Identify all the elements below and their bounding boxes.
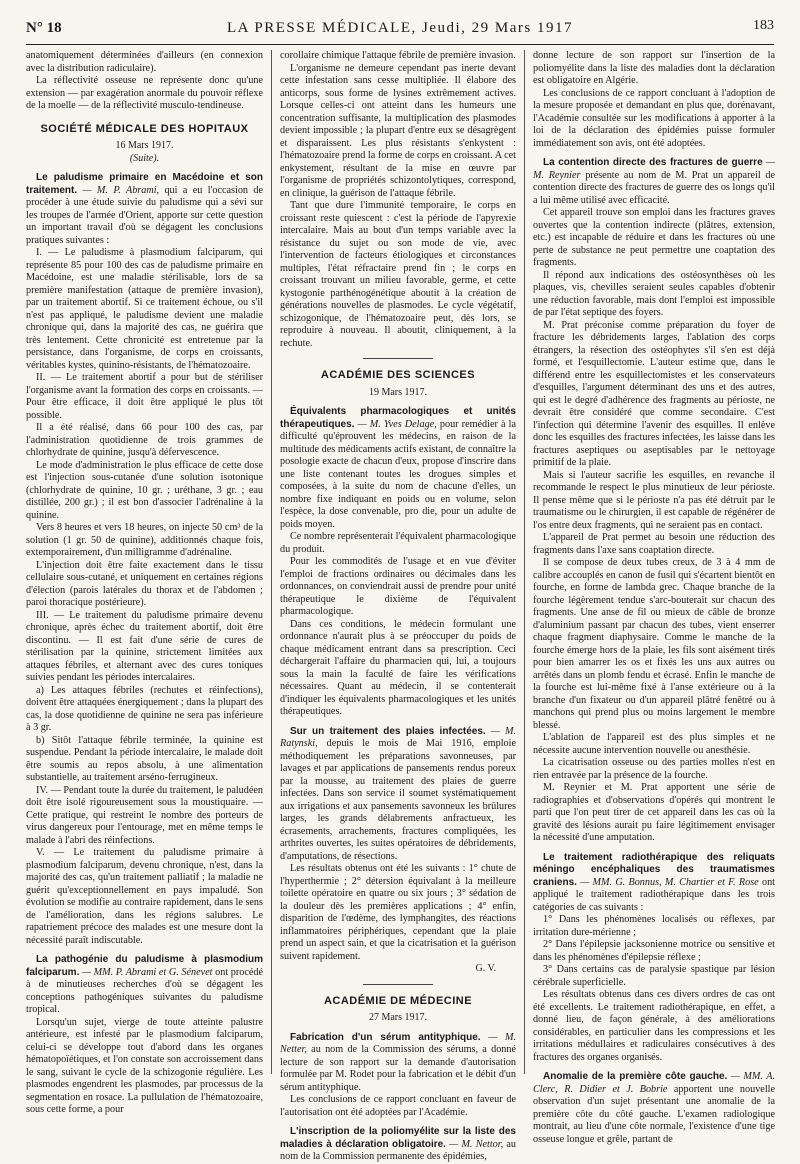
article-lead: au nom de la Commission permanente des épidémies, [280, 1138, 516, 1162]
paragraph: L'organisme ne demeure cependant pas inerte devant cette infestation sans cesse multipliée. Il élabore des anticorps, sous forme de lysines extrêmement actives. Lorsque celles-ci ont atteint dans les humeurs une concentration suffisante, la multiplication des plasmodes devient impossible ; la plupart d'entre eux se désagrègent et disparaissent. Les plus résistants s'enkystent : l'hématozoaire prend la forme de corps en croissant. A cet enkystement, résultant de la mise en œuvre par l'organisme de propriétés schizontolytiques, correspond, en clinique, la guérison de l'attaque fébrile. [280, 62, 516, 199]
paragraph: II. — Le traitement abortif a pour but de stériliser l'organisme avant la formation des corps en croissants. — Pour être efficace, il doit être appliqué le plus tôt possible. [26, 372, 263, 421]
signature-initials: G. V. [475, 963, 496, 974]
paragraph: M. Prat préconise comme préparation du foyer de fracture les débridements larges, l'ablation des corps étrangers, la résection des ostéophytes s'il s'en est déjà formé, et l'esquillectomie. L'auteur estime que, dans le différend entre les esquillectomistes et les conservateurs d'esquilles, l'argument déterminant des uns et des autres, qui est le degré d'adhérence des fragments au périoste, ne devrait être considéré que comme secondaire. C'est l'infection qui détermine l'avenir des esquilles. Il enlève donc les esquilles des fractures infectées, les laisse dans les fractures aseptiques ou aseptisables par le nettoyage primitif de la plaie. [533, 319, 775, 468]
paragraph: L'ablation de l'appareil est des plus simples et ne nécessite aucune intervention nouvelle ou anesthésie. [533, 732, 775, 756]
article [280, 406, 516, 719]
column-1 [26, 50, 264, 1115]
paragraph: Il se compose de deux tubes creux, de 3 à 4 mm de calibre accouplés en canon de fusil qui s'écartent bientôt en fourche, en forme de lambda grec. Chaque branche de la fourche légèrement tendue s'arc-bouterait sur chacun des fragments. Une anse de fil ou mieux de câble de bronze d'aluminium passant par chacun des tubes, vient enserrer chaque fragment diaphysaire. Comme le manche de la fourche émerge hors de la plaie, les fils sont aisément tirés pour bien amarrer les os et fixés les uns aux autres ou arrêtés dans un plomb fendu et écrasé. Enfin le manche de la fourche est lui-même fixé à l'anse extérieure ou à la branche d'un fixateur ou d'un appareil plâtré fenêtré ou à manchons qui prend plus ou moins largement le membre blessé. [533, 557, 775, 731]
section-title: SOCIÉTÉ MÉDICALE DES HOPITAUX [40, 122, 249, 135]
article [533, 1071, 775, 1146]
paragraph: b) Sitôt l'attaque fébrile terminée, la quinine est suspendue. Pendant la période intercalaire, le malade doit être soumis au repos absolu, à une alimentation substantielle, au traitement arséno-ferrugineux. [26, 734, 263, 783]
paragraph: La cicatrisation osseuse ou des parties molles n'est en rien entravée par la présence de la fourche. [533, 757, 775, 781]
paragraph: 3° Dans certains cas de paralysie spastique par lésion cérébrale superficielle. [533, 964, 775, 988]
article-title: Sur un traitement des plaies infectées. [290, 725, 486, 737]
article [280, 1126, 516, 1164]
column-divider [271, 50, 272, 1074]
article-lead: au nom de la Commission des sérums, a donné lecture de son rapport sur la demande d'autorisation formulée par M. Rodet pour la fabrication et le débit d'un sérum antityphique. [280, 1044, 516, 1093]
article-title: La contention directe des fractures de guerre [543, 157, 763, 168]
paragraph: Lorsqu'un sujet, vierge de toute atteinte palustre antérieure, est infesté par le plasmodium falciparum, celui-ci se développe tout d'abord dans les organes hématopoïétiques, et l'on constate son accroissement dans le sang, suivant le cycle de la schizogonie régulière. Les plasmodes engendrent les plasmodes, par processus de la segmentation en rosace. La pullulation de l'hématozoaire, sous cette forme, a pour [26, 1016, 263, 1115]
paragraph: Dans ces conditions, le médecin formulant une ordonnance n'aurait plus à se préoccuper du poids de chaque médicament entrant dans sa prescription. Ceci déchargerait l'affaire du pharmacien qui, lui, a toujours sous la main la faculté de faire les vérifications nécessaires. Quant au médecin, il se contenterait d'indiquer les équivalents pharmacologiques et les unités thérapeutiques. [280, 618, 516, 717]
issue-number: N° 18 [26, 20, 62, 36]
article-lead: apportent une nouvelle observation d'un sujet présentant une anomalie de la première côte du côté gauche. L'examen radiologique montrait, au lieu d'une côte normale, l'existence d'une tige osseuse longue et grêle, partant de [533, 1083, 776, 1145]
section-continued: (Suite). [129, 152, 160, 164]
paragraph: L'injection doit être faite exactement dans le tissu cellulaire sous-cutané, et uniquement en certaines régions d'élection (parois latérales du thorax et de l'abdomen ; paroi thoracique postérieure). [26, 559, 263, 608]
article-title: Anomalie de la première côte gauche. [543, 1071, 728, 1082]
article-author: — M. Netter, [280, 1031, 517, 1055]
journal-title: LA PRESSE MÉDICALE, Jeudi, 29 Mars 1917 [226, 20, 573, 36]
article [26, 954, 263, 1117]
column-3 [533, 50, 776, 1145]
article-author: — M. Reynier [533, 157, 776, 181]
article-title: Équivalents pharmacologiques et unités thérapeutiques. [280, 406, 516, 430]
section-title: ACADÉMIE DES SCIENCES [320, 369, 476, 381]
paragraph: Les résultats obtenus dans ces divers ordres de cas ont été excellents. Le traitement radiothérapique, en effet, a donné lieu, de façon générale, à des améliorations considérables, en particulier dans les compressions et les irritations médullaires et radiculaires consécutives à des fractures des organes organisés. [533, 989, 775, 1063]
paragraph: Il répond aux indications des ostéosynthèses où les plaques, vis, chevilles seraient seules capables d'obtenir une réduction favorable, mais dont l'emploi est impossible de par l'état septique des foyers. [533, 269, 775, 318]
paragraph: donne lecture de son rapport sur l'insertion de la poliomyélite dans la liste des maladies dont la déclaration est obligatoire en Algérie. [533, 50, 775, 86]
paragraph: Le mode d'administration le plus efficace de cette dose est l'injection sous-cutanée d'une solution isotonique (chlorhydrate de quinine, 10 gr. ; uréthane, 3 gr. ; eau distillée, 200 gr.) ; il est bon d'associer l'adrénaline à la quinine. [26, 459, 263, 521]
article-author: — M. Yves Delage, [357, 418, 437, 430]
paragraph: V. — Le traitement du paludisme primaire à plasmodium falciparum, devenu chronique, n'est, dans la majorité des cas, qu'un traitement palliatif ; la maladie ne guérit qu'exceptionnellement en pays impaludé. Son évolution se modifie au contraire rapidement, dans le sens de l'amélioration, dans les régions salubres. Le rapatriement précoce des malades est une mesure dont la nécessité paraît indiscutable. [26, 847, 263, 946]
paragraph: Cet appareil trouve son emploi dans les fractures graves ouvertes que la contention indirecte (plâtres, extension, etc.) est incapable de réduire et dans les fractures où une perte de substance ne peut permettre une coaptation des fragments. [533, 207, 775, 268]
article-lead: qui a eu l'occasion de procéder à une étude suivie du paludisme qui a sévi sur les troupes de l'armée d'Orient, apporte sur cette question un important travail d'où se dégagent les conclusions pratiques suivantes : [26, 184, 264, 246]
paragraph: anatomiquement déterminées d'ailleurs (en connexion avec la distribution radiculaire). [26, 50, 263, 74]
paragraph: Mais si l'auteur sacrifie les esquilles, en revanche il recommande le respect le plus minutieux de leur périoste. Il pense même que si le périoste n'a pas été détruit par le traumatisme ou le chirurgien, il est capable de régénérer de l'os entre deux fragments, qui ne seraient pas en contact. [533, 469, 775, 531]
paragraph: Les résultats obtenus ont été les suivants : 1° chute de l'hyperthermie ; 2° détersion équivalant à la meilleure toilette opératoire en quatre ou six jours ; 3° sédation de la douleur dès les premières applications ; 4° enfin, disparition de l'œdème, des lymphangites, des réactions inflammatoires périphériques, cependant que la plaie prend un aspect sain, et que la cicatrisation et la guérison suivent rapidement. [280, 863, 516, 962]
page-number: 183 [753, 18, 774, 33]
paragraph: M. Reynier et M. Prat apportent une série de radiographies et d'observations d'opérés qui montrent le parti que l'on peut tirer de cet appareil dans les cas où la gravité des lésions aurait pu faire légitimement envisager la nécessité d'une amputation. [533, 782, 775, 843]
article-author: — M. P. Abrami, [82, 184, 160, 196]
section-title: ACADÉMIE DE MÉDECINE [323, 994, 473, 1007]
article-author: — MM. P. Abrami et G. Sénevet [81, 966, 213, 978]
article [26, 172, 263, 947]
paragraph: IV. — Pendant toute la durée du traitement, le paludéen doit être isolé rigoureusement sous la moustiquaire. — Cette pratique, qui restreint le nombre des porteurs de virus dangereux pour l'entourage, met en même temps le malade à l'abri des réinfections. [26, 784, 263, 846]
paragraph: Il a été réalisé, dans 66 pour 100 des cas, par l'administration quotidienne de trois grammes de chlorhydrate de quinine, jusqu'à défervescence. [26, 422, 263, 458]
separator [363, 358, 433, 359]
paragraph: III. — Le traitement du paludisme primaire devenu chronique, après échec du traitement abortif, doit être discontinu. — Il est fait d'une série de cures de stérilisation par la quinine, strictement limitées aux attaques fébriles, et alternant avec des cures toniques suivies pendant les périodes intercalaires. [26, 609, 263, 683]
paragraph: corollaire chimique l'attaque fébrile de première invasion. [280, 50, 516, 61]
paragraph: Pour les commodités de l'usage et en vue d'éviter l'emploi de fractions ordinaires ou décimales dans les ordonnances, on conviendrait aussi de prendre pour unité thérapeutique le dixième de l'équivalent pharmacologique. [280, 556, 516, 617]
paragraph: La réflectivité osseuse ne représente donc qu'une extension — par exagération anormale du pouvoir réflexe de la moelle — de la réflectivité musculo-tendineuse. [26, 75, 263, 111]
article-title: Le paludisme primaire en Macédoine et son traitement. [26, 172, 263, 196]
article-title: La pathogénie du paludisme à plasmodium falciparum. [26, 954, 263, 978]
paragraph: 1° Dans les phénomènes localisés ou réflexes, par irritation dure-mérienne ; [533, 914, 775, 938]
paragraph: L'appareil de Prat permet au besoin une réduction des fragments dans l'axe sans coaptation directe. [533, 532, 775, 556]
section-date: 16 Mars 1917. [115, 140, 174, 151]
article-author: — MM. G. Bonnus, M. Chartier et F. Rose [580, 876, 759, 888]
article-lead: ont procédé à de minutieuses recherches d'où se dégagent les conceptions pathogéniques suivantes du paludisme tropical. [26, 966, 264, 1015]
article-author: — M. Nettor, [449, 1138, 504, 1150]
article [533, 852, 775, 1065]
article [280, 1032, 516, 1120]
article-author: — M. Ratynski, [280, 725, 517, 749]
paragraph: a) Les attaques fébriles (rechutes et réinfections), doivent être attaquées énergiquement ; dans la plupart des cas, la dose quotidienne de quinine ne sera pas inférieure à 3 gr. [26, 684, 263, 733]
article-title: Fabrication d'un sérum antityphique. [290, 1031, 481, 1043]
article-author: — MM. A. Clerc, R. Didier et J. Bobrie [533, 1071, 776, 1095]
article-title: L'inscription de la poliomyélite sur la liste des maladies à déclaration obligatoire. [280, 1126, 516, 1150]
paragraph: 2° Dans l'épilepsie jacksonienne motrice ou sensitive et dans les phénomènes d'épilepsie réflexe ; [533, 939, 775, 963]
paragraph: Tant que dure l'immunité temporaire, le corps en croissant reste quiescent : c'est la période de l'apyrexie intercalaire. Mais au bout d'un temps variable avec la résistance du sujet ou son mode de vie, avec l'intervention de facteurs étiologiques et circonstances multiples, l'état réfractaire prend fin ; le corps en croissant trouvant un milieu favorable, germe, et cette kystogonie parthénogénétique aboutit à la création de générations nouvelles de plasmodes. Le cycle végétatif, schizogonique, de l'hématozoaire peut, dès lors, se reproduire à nouveau. Il aboutit, cliniquement, à la rechute. [280, 200, 516, 349]
article-lead: ont appliqué le traitement radiothérapique dans les trois catégories de cas suivants : [533, 876, 776, 913]
paragraph: Les conclusions de ce rapport concluant en faveur de l'autorisation ont été adoptées par l'Académie. [280, 1094, 516, 1118]
column-divider [524, 50, 525, 1074]
paragraph: Ce nombre représenterait l'équivalent pharmacologique du produit. [280, 531, 516, 555]
paragraph: Vers 8 heures et vers 18 heures, on injecte 50 cm³ de la solution (1 gr. 50 de quinine), additionnés chaque fois, extemporairement, d'un milligramme d'adrénaline. [26, 522, 263, 558]
paragraph: Les conclusions de ce rapport concluant à l'adoption de la mesure proposée et demandant en plus que, dorénavant, l'Académie consultée sur les modifications à apporter à la loi de la déclaration des épidémies puisse formuler immédiatement son avis, ont été adoptées. [533, 87, 775, 149]
article-lead: présente au nom de M. Prat un appareil de contention directe des fractures de guerre des os longs qu'il a lui même utilisé avec efficacité. [533, 169, 775, 206]
section-date: 19 Mars 1917. [368, 386, 428, 398]
article-lead: pour remédier à la difficulté qu'éprouvent les médecins, en raison de la multitude des médicaments actifs existant, de connaître la posologie exacte de chacun d'eux, propose d'inscrire dans une liste contenant toutes les drogues simples et composées, à la suite du nom de chacune d'elles, un nombre fixe indiquant en poids ou en volume, selon l'espèce, la dose convenable, pro die, pour un adulte de poids moyen. [280, 418, 517, 530]
article-lead: depuis le mois de Mai 1916, emploie méthodiquement les préparations savonneuses, par lavages et par applications de pansements rendus poreux par la mousse, au traitement des plaies de guerre infectées. Dans son service il soumet systématiquement aux irrigations et aux pansements savonneux les brûlures larges, les grands délabrements anfractueux, les écrasements, arrachements, fractures compliquées, les arthrites ouvertes, les suites opératoires de débridements, d'amputations, de résections. [280, 738, 517, 862]
page-header [26, 16, 774, 40]
header-rule [26, 44, 774, 45]
section-date: 27 Mars 1917. [368, 1012, 428, 1023]
article-title: Le traitement radiothérapique des reliquats méningo encéphaliques des traumatismes craniens. [533, 851, 775, 888]
article [533, 157, 775, 845]
separator [363, 984, 433, 985]
article [280, 726, 516, 976]
paragraph: I. — Le paludisme à plasmodium falciparum, qui représente 85 pour 100 des cas de paludisme primaire en Macédoine, est une maladie stérilisable, lors de sa première manifestation (attaque de première invasion), par un traitement abortif. Si ce traitement échoue, ou s'il n'est pas appliqué, le paludisme devient une maladie chronique qui, dans la majorité des cas, ne guérira que très lentement. Cette chronicité est entretenue par la persistance, dans l'organisme, de corps en croissants, véritables kystes, quinino-résistants, de l'hématozoaire. [26, 247, 263, 371]
column-2 [280, 50, 517, 1162]
